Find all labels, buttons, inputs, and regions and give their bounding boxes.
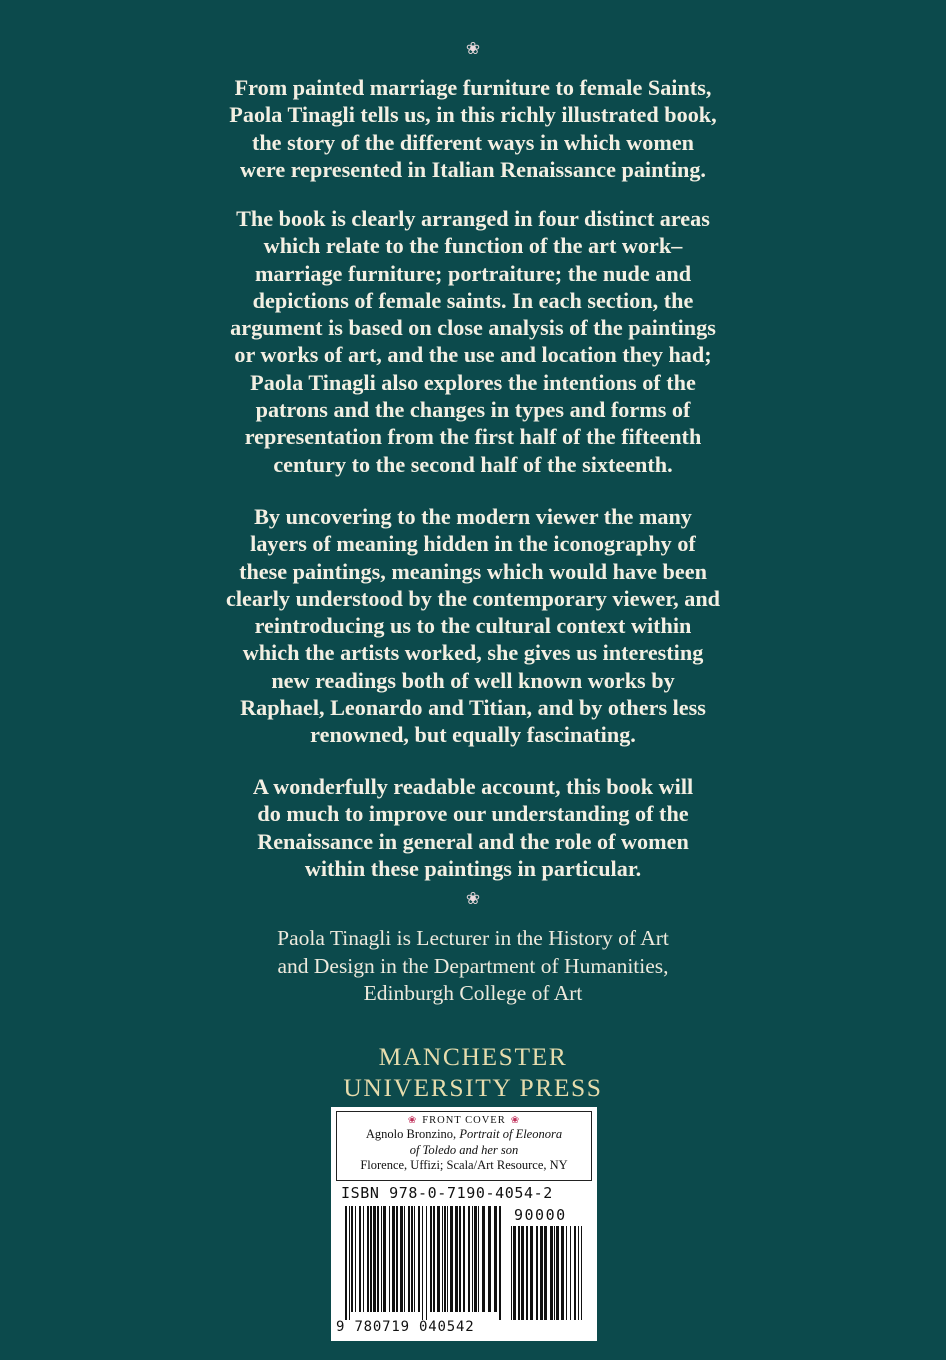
- blurb-line: renowned, but equally fascinating.: [310, 722, 636, 748]
- barcode-bar: [389, 1206, 390, 1312]
- middle-ornament-flower-icon: ❀: [465, 889, 481, 908]
- barcode-bar: [351, 1206, 353, 1312]
- barcode-bar: [383, 1206, 386, 1312]
- blurb-line: From painted marriage furniture to female Saints,: [234, 75, 712, 100]
- barcode-bar: [511, 1226, 512, 1320]
- cover-credit-heading: [337, 1115, 591, 1127]
- ean-barcode-graphic: [345, 1206, 503, 1320]
- flower-icon: ❀: [407, 1115, 418, 1126]
- barcode-bar: [349, 1206, 350, 1320]
- barcode-bar: [556, 1226, 559, 1320]
- barcode-bar: [381, 1206, 382, 1312]
- barcode-bar: [482, 1206, 485, 1312]
- cover-artist: Agnolo Bronzino,: [365, 1127, 460, 1141]
- blurb-paragraph-4: [150, 773, 796, 882]
- barcode-bar: [418, 1206, 420, 1312]
- blurb-line: marriage furniture; portraiture; the nude and: [254, 260, 692, 286]
- barcode-bar: [463, 1206, 465, 1312]
- barcode-bar: [488, 1206, 491, 1312]
- barcode-bar: [363, 1206, 364, 1312]
- barcode-bar: [422, 1206, 423, 1320]
- bio-line: and Design in the Department of Humanities,: [277, 953, 669, 978]
- barcode-bar: [433, 1206, 435, 1312]
- barcode-bar: [400, 1206, 403, 1312]
- barcode-bar: [570, 1226, 571, 1320]
- barcode-bar: [474, 1206, 477, 1312]
- barcode-bar: [578, 1226, 579, 1320]
- top-ornament-flower-icon: ❀: [465, 39, 481, 58]
- barcode-bar: [359, 1206, 361, 1312]
- blurb-line: A wonderfully readable account, this book will: [252, 774, 694, 799]
- blurb-line: Raphael, Leonardo and Titian, and by others less: [240, 695, 706, 721]
- blurb-line: By uncovering to the modern viewer the many: [254, 504, 692, 529]
- barcode-bar: [444, 1206, 446, 1312]
- barcode-bar: [430, 1206, 432, 1312]
- barcode-bar: [526, 1226, 528, 1320]
- blurb-line: or works of art, and the use and location they had;: [234, 342, 712, 368]
- barcode-bar: [370, 1206, 372, 1312]
- cover-credit-line-2: [337, 1143, 591, 1159]
- bio-line: Edinburgh College of Art: [363, 981, 583, 1005]
- blurb-paragraph-3: [150, 503, 796, 749]
- cover-credit-source: Florence, Uffizi; Scala/Art Resource, NY: [360, 1158, 568, 1172]
- blurb-line: within these paintings in particular.: [304, 855, 642, 881]
- blurb-line: patrons and the changes in types and forms of: [255, 397, 691, 423]
- blurb-line: Paola Tinagli also explores the intentions of the: [250, 369, 696, 395]
- blurb-line: clearly understood by the contemporary viewer, and: [225, 585, 721, 611]
- cover-title-part-2: of Toledo and her son: [409, 1142, 519, 1157]
- barcode-bar: [499, 1206, 501, 1320]
- blurb-line: century to the second half of the sixteenth.: [273, 451, 673, 477]
- barcode-bar: [426, 1206, 427, 1320]
- blurb-line: Renaissance in general and the role of women: [257, 828, 689, 854]
- addon-digits: 90000: [514, 1206, 567, 1224]
- blurb-paragraph-2: [150, 205, 796, 478]
- barcode-bar: [561, 1226, 564, 1320]
- barcode-bar: [530, 1226, 533, 1320]
- barcode-bar: [367, 1206, 369, 1312]
- barcode-bar: [411, 1206, 413, 1312]
- barcode-bar: [521, 1226, 524, 1320]
- publisher-name: [0, 1041, 946, 1103]
- barcode-bar: [574, 1226, 576, 1320]
- barcode-bar: [377, 1206, 379, 1312]
- author-bio: [150, 925, 796, 1008]
- barcode-bar: [472, 1206, 473, 1312]
- barcode-bar: [396, 1206, 398, 1312]
- barcode-bar: [513, 1226, 516, 1320]
- barcode-bar: [404, 1206, 405, 1312]
- blurb-line: new readings both of well known works by: [271, 667, 675, 693]
- barcode-bar: [494, 1206, 497, 1312]
- barcode-bar: [459, 1206, 461, 1312]
- blurb-paragraph-1: [150, 74, 796, 183]
- addon-barcode-graphic: [511, 1226, 585, 1320]
- barcode-bar: [544, 1226, 547, 1320]
- barcode-bar: [442, 1206, 443, 1312]
- barcode-bar: [468, 1206, 470, 1312]
- barcode-bar: [414, 1206, 415, 1312]
- blurb-line: layers of meaning hidden in the iconography of: [250, 531, 696, 557]
- blurb-line: were represented in Italian Renaissance painting.: [240, 156, 706, 182]
- cover-credit-box: [336, 1111, 592, 1181]
- cover-credit-line-1: [337, 1127, 591, 1143]
- publisher-line-1: MANCHESTER: [378, 1042, 568, 1071]
- ean-digits: 9 780719 040542: [336, 1319, 475, 1335]
- blurb-line: these paintings, meanings which would have been: [239, 558, 707, 584]
- barcode-bar: [408, 1206, 410, 1312]
- blurb-line: The book is clearly arranged in four distinct areas: [236, 206, 710, 231]
- barcode-bar: [536, 1226, 538, 1320]
- barcode-bar: [455, 1206, 458, 1312]
- blurb-line: reintroducing us to the cultural context within: [254, 613, 692, 639]
- barcode-label: [331, 1107, 597, 1341]
- barcode-bar: [345, 1206, 347, 1320]
- blurb-line: argument is based on close analysis of the paintings: [230, 315, 716, 341]
- blurb-line: do much to improve our understanding of the: [257, 801, 689, 827]
- barcode-bar: [566, 1226, 567, 1320]
- publisher-line-2: UNIVERSITY PRESS: [343, 1073, 603, 1102]
- isbn-text: ISBN 978-0-7190-4054-2: [341, 1184, 553, 1202]
- barcode-bar: [550, 1226, 553, 1320]
- barcode-bar: [478, 1206, 479, 1312]
- front-cover-label: FRONT COVER: [422, 1115, 506, 1126]
- blurb-line: the story of the different ways in which women: [251, 129, 695, 155]
- cover-title-part-1: Portrait of Eleonora: [459, 1127, 563, 1141]
- barcode-bar: [540, 1226, 543, 1320]
- blurb-line: which the artists worked, she gives us interesting: [242, 640, 704, 666]
- blurb-line: which relate to the function of the art work–: [263, 233, 683, 259]
- barcode-bar: [447, 1206, 448, 1312]
- barcode-bar: [373, 1206, 376, 1312]
- blurb-line: Paola Tinagli tells us, in this richly illustrated book,: [229, 102, 717, 128]
- blurb-line: representation from the first half of the fifteenth: [244, 424, 702, 450]
- flower-icon: ❀: [510, 1115, 521, 1126]
- barcode-bar: [581, 1226, 582, 1320]
- bio-line: Paola Tinagli is Lecturer in the History of Art: [277, 926, 669, 950]
- barcode-bar: [355, 1206, 356, 1312]
- barcode-bar: [518, 1226, 520, 1320]
- barcode-bar: [437, 1206, 440, 1312]
- blurb-line: depictions of female saints. In each section, the: [252, 287, 694, 313]
- barcode-bar: [450, 1206, 453, 1312]
- barcode-bar: [392, 1206, 395, 1312]
- barcode-bar: [554, 1226, 555, 1320]
